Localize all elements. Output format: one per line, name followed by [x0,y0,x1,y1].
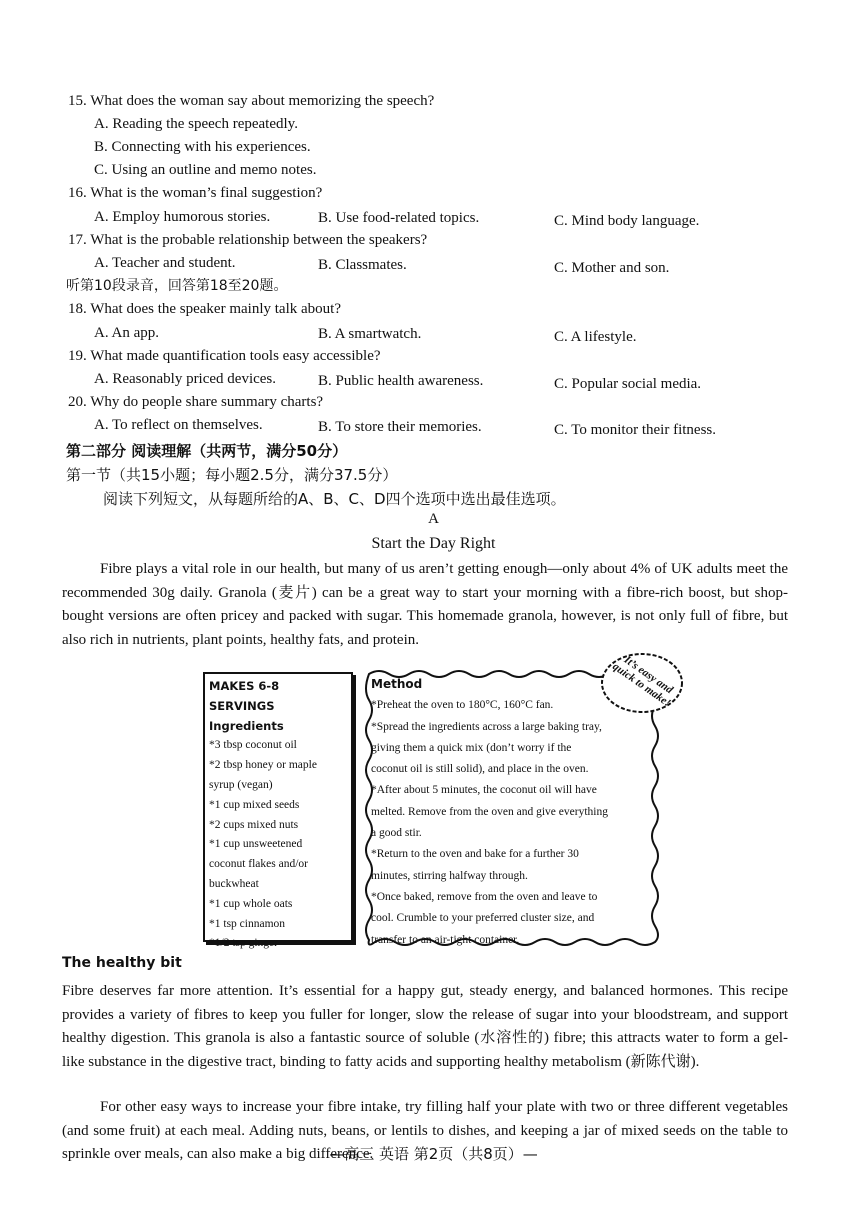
paragraph-text: For other easy ways to increase your fibre intake, try filling half your plate with two or three different vegetables (and some fruit) at each meal. Adding nuts, beans, or lentils to dishes, and keeping a jar of mixed seeds on the table to sprinkle over meals, can also make a big difference. [62,1099,788,1162]
ingredients-box [203,672,353,950]
paragraph-text: Fibre deserves far more attention. It’s essential for a happy gut, steady energy, and balanced hormones. This recipe provides a variety of fibres to keep you fuller for longer, slow the release of sugar into your bloodstream, and support healthy digestion. This granola is also a fantastic source of soluble (水溶性的) fibre; this attracts water to form a gel-like substance in the digestive tract, binding to fatty acids and supporting healthy metabolism (新陈代谢). [62,983,788,1070]
option-a: A. Employ humorous stories. [94,209,271,225]
option-c: C. To monitor their fitness. [554,422,716,438]
option-b: B. Use food-related topics. [318,210,480,226]
option-c: C. Mind body language. [554,213,700,229]
option-a: A. An app. [94,325,159,341]
question-stem: 17. What is the probable relationship between the speakers? [68,232,428,248]
method-line: melted. Remove from the oven and give everything [371,805,608,818]
passage-title: Start the Day Right [371,535,496,552]
option-b: B. A smartwatch. [318,326,422,342]
intro-paragraph [62,558,788,652]
question-stem: 16. What is the woman’s final suggestion? [68,185,323,201]
part2-title: 第二部分 阅读理解（共两节，满分50分） [66,442,348,460]
ingredient-line: *1/2 tsp ginger [209,937,278,950]
ingredient-line: *1 tsp cinnamon [209,917,286,930]
ingredient-line: *1 cup mixed seeds [209,798,300,811]
option-b: B. Connecting with his experiences. [94,139,311,155]
question-stem: 20. Why do people share summary charts? [68,394,324,410]
method-line: a good stir. [371,827,422,840]
ingredient-line: *2 cups mixed nuts [209,818,299,831]
servings-label: MAKES 6-8 SERVINGS [209,679,280,713]
listening-note: 听第10段录音，回答第18至20题。 [66,278,288,294]
question-stem: 15. What does the woman say about memorizing the speech? [68,93,435,109]
method-line: *Return to the oven and bake for a further 30 [371,848,579,861]
instruction: 阅读下列短文，从每题所给的A、B、C、D四个选项中选出最佳选项。 [103,490,566,508]
option-a: A. Reasonably priced devices. [94,371,277,387]
method-line: minutes, stirring halfway through. [371,869,528,882]
method-line: *After about 5 minutes, the coconut oil will have [371,784,597,797]
ingredient-line: syrup (vegan) [209,778,273,791]
option-a: A. Teacher and student. [94,255,236,271]
page-footer: —高三 英语 第2页（共8页）— [329,1145,538,1163]
option-b: B. Public health awareness. [318,373,484,389]
question-stem: 18. What does the speaker mainly talk about? [68,301,341,317]
section1-title: 第一节（共15小题；每小题2.5分，满分37.5分） [66,466,398,484]
healthy-paragraph [62,980,788,1074]
question-stem: 19. What made quantification tools easy accessible? [68,348,381,364]
ingredients-heading: Ingredients [209,718,284,733]
ingredient-line: *3 tbsp coconut oil [209,739,297,752]
method-line: *Preheat the oven to 180°C, 160°C fan. [371,699,554,712]
ingredient-line: buckwheat [209,877,259,890]
ingredient-line: coconut flakes and/or [209,858,308,871]
healthy-heading: The healthy bit [62,955,182,971]
option-b: B. Classmates. [318,257,407,273]
option-a: A. Reading the speech repeatedly. [94,116,298,132]
method-heading: Method [371,677,423,691]
option-c: C. Mother and son. [554,260,670,276]
paragraph-text: Fibre plays a vital role in our health, but many of us aren’t getting enough—only about 4% of UK adults meet the recommended 30g daily. Granola (麦片) can be a great way to start your morning with a fibre-rich boost, but shop-bought versions are often pricey and packed with sugar. This homemade granola, however, is not only full of fibre, but also rich in nutrients, plant points, healthy fats, and protein. [62,561,788,648]
badge-text: It’s easy and quick to make! [610,653,676,710]
ingredient-line: *2 tbsp honey or maple [209,759,317,772]
option-a: A. To reflect on themselves. [94,417,263,433]
method-line: *Spread the ingredients across a large baking tray, [371,720,602,733]
ingredient-line: *1 cup unsweetened [209,838,303,851]
passage-letter: A [428,511,439,527]
method-line: *Once baked, remove from the oven and leave to [371,890,598,903]
option-c: C. Using an outline and memo notes. [94,162,317,178]
method-line: transfer to an air-tight container. [371,933,520,946]
method-line: cool. Crumble to your preferred cluster size, and [371,912,595,925]
option-c: C. A lifestyle. [554,329,637,345]
method-line: giving them a quick mix (don’t worry if the [371,741,572,754]
option-b: B. To store their memories. [318,419,482,435]
ingredient-line: *1 cup whole oats [209,897,293,910]
option-c: C. Popular social media. [554,376,702,392]
method-line: coconut oil is still solid), and place in the oven. [371,763,589,776]
